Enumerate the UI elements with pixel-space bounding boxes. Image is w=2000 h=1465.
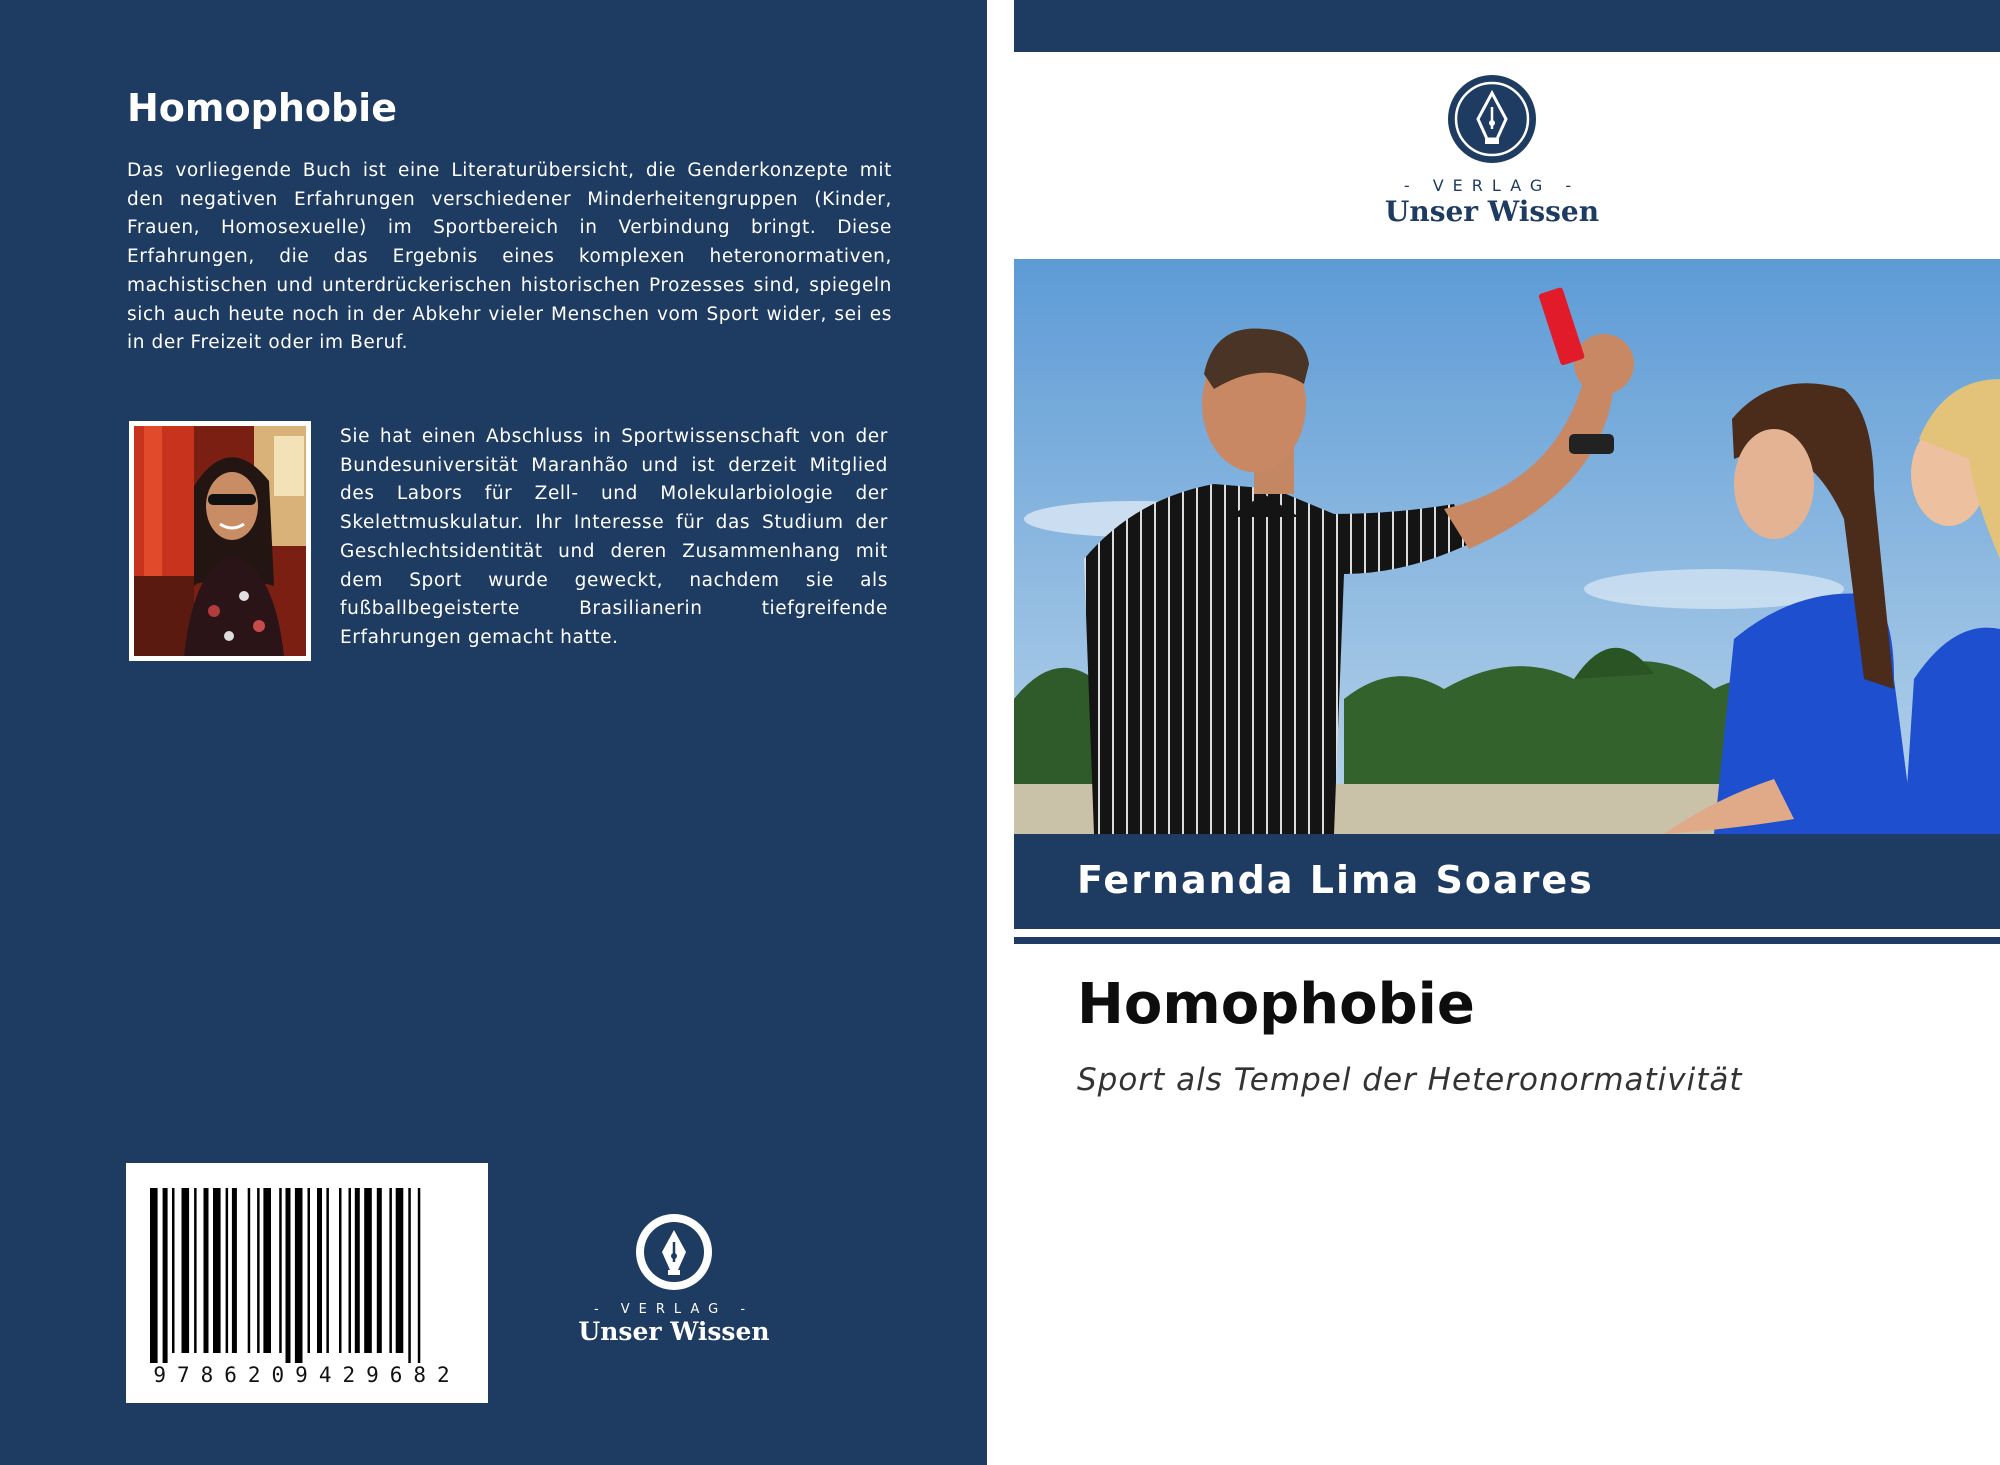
publisher-logo-front [1367, 73, 1617, 228]
front-cover [987, 0, 2000, 1465]
isbn-barcode [126, 1163, 488, 1403]
top-band [1014, 0, 2000, 52]
barcode-bar [349, 1188, 352, 1353]
barcode-bar [263, 1188, 271, 1353]
barcode-bar [326, 1188, 329, 1353]
barcode-digits: 9786209429682 [153, 1363, 461, 1387]
barcode-bar [163, 1188, 168, 1363]
barcode-bar [194, 1188, 197, 1353]
author-band [1014, 834, 2000, 929]
publisher-verlag-label: - VERLAG - [593, 1302, 755, 1317]
publisher-name: Unser Wissen [578, 1317, 770, 1346]
publisher-name: Unser Wissen [1384, 195, 1600, 228]
barcode-bar [213, 1188, 221, 1353]
referee-showing-red-card-photo [1014, 259, 2000, 834]
barcode-bar [295, 1188, 303, 1363]
barcode-bar [389, 1188, 392, 1353]
barcode-bar [172, 1188, 175, 1353]
barcode-bar [396, 1188, 404, 1353]
barcode-bar [204, 1188, 209, 1353]
divider-rule [1014, 937, 2000, 944]
barcode-bar [308, 1188, 311, 1353]
author-portrait-image [134, 426, 306, 656]
barcode-bar [355, 1188, 360, 1353]
back-cover-title: Homophobie [127, 86, 397, 130]
book-title: Homophobie [1077, 972, 1475, 1037]
fountain-pen-nib-seal-icon [1446, 73, 1538, 165]
back-cover [0, 0, 987, 1465]
barcode-bar [226, 1188, 229, 1353]
barcode-bar [317, 1188, 322, 1353]
author-name: Fernanda Lima Soares [1077, 858, 1594, 902]
barcode-bar [408, 1188, 411, 1363]
barcode-bar [182, 1188, 190, 1353]
barcode-bar [257, 1188, 260, 1353]
barcode-bar [339, 1188, 342, 1353]
barcode-bar [279, 1188, 282, 1353]
barcode-bar [364, 1188, 372, 1353]
publisher-verlag-label: - VERLAG - [1403, 176, 1581, 195]
publisher-logo-back [574, 1212, 774, 1346]
barcode-bar [248, 1188, 251, 1353]
book-subtitle: Sport als Tempel der Heteronormativität [1077, 1062, 1743, 1098]
barcode-bar [286, 1188, 291, 1363]
cover-photo [1014, 259, 2000, 834]
barcode-bar [150, 1188, 158, 1363]
book-blurb: Das vorliegende Buch ist eine Literaturübersicht, die Genderkonzepte mit den negativen Erfahrungen verschiedener Minderheitengruppen (Kinder, Frauen, Homosexuelle) im Sportbereich in Verbindung bringt. Diese Erfahrungen, die das Ergebnis eines komplexen heteronormativen, machistischen und unterdrückerischen historischen Prozesses sind, spiegeln sich auch heute noch in der Abkehr vieler Menschen vom Sport wider, sei es in der Freizeit oder im Beruf. [127, 160, 892, 354]
fountain-pen-nib-seal-icon [634, 1212, 714, 1292]
barcode-bar [232, 1188, 237, 1353]
barcode-bar [377, 1188, 382, 1353]
author-bio: Sie hat einen Abschluss in Sportwissenschaft von der Bundesuniversität Maranhão und ist derzeit Mitglied des Labors für Zell- und Molekularbiologie der Skelettmuskulatur. Ihr Interesse für das Studium der Geschlechtsidentität und deren Zusammenhang mit dem Sport wurde geweckt, nachdem sie als fußballbegeisterte Brasilianerin tiefgreifende Erfahrungen gemacht hatte. [340, 426, 888, 648]
barcode-bar [418, 1188, 421, 1363]
author-photo [129, 421, 311, 661]
